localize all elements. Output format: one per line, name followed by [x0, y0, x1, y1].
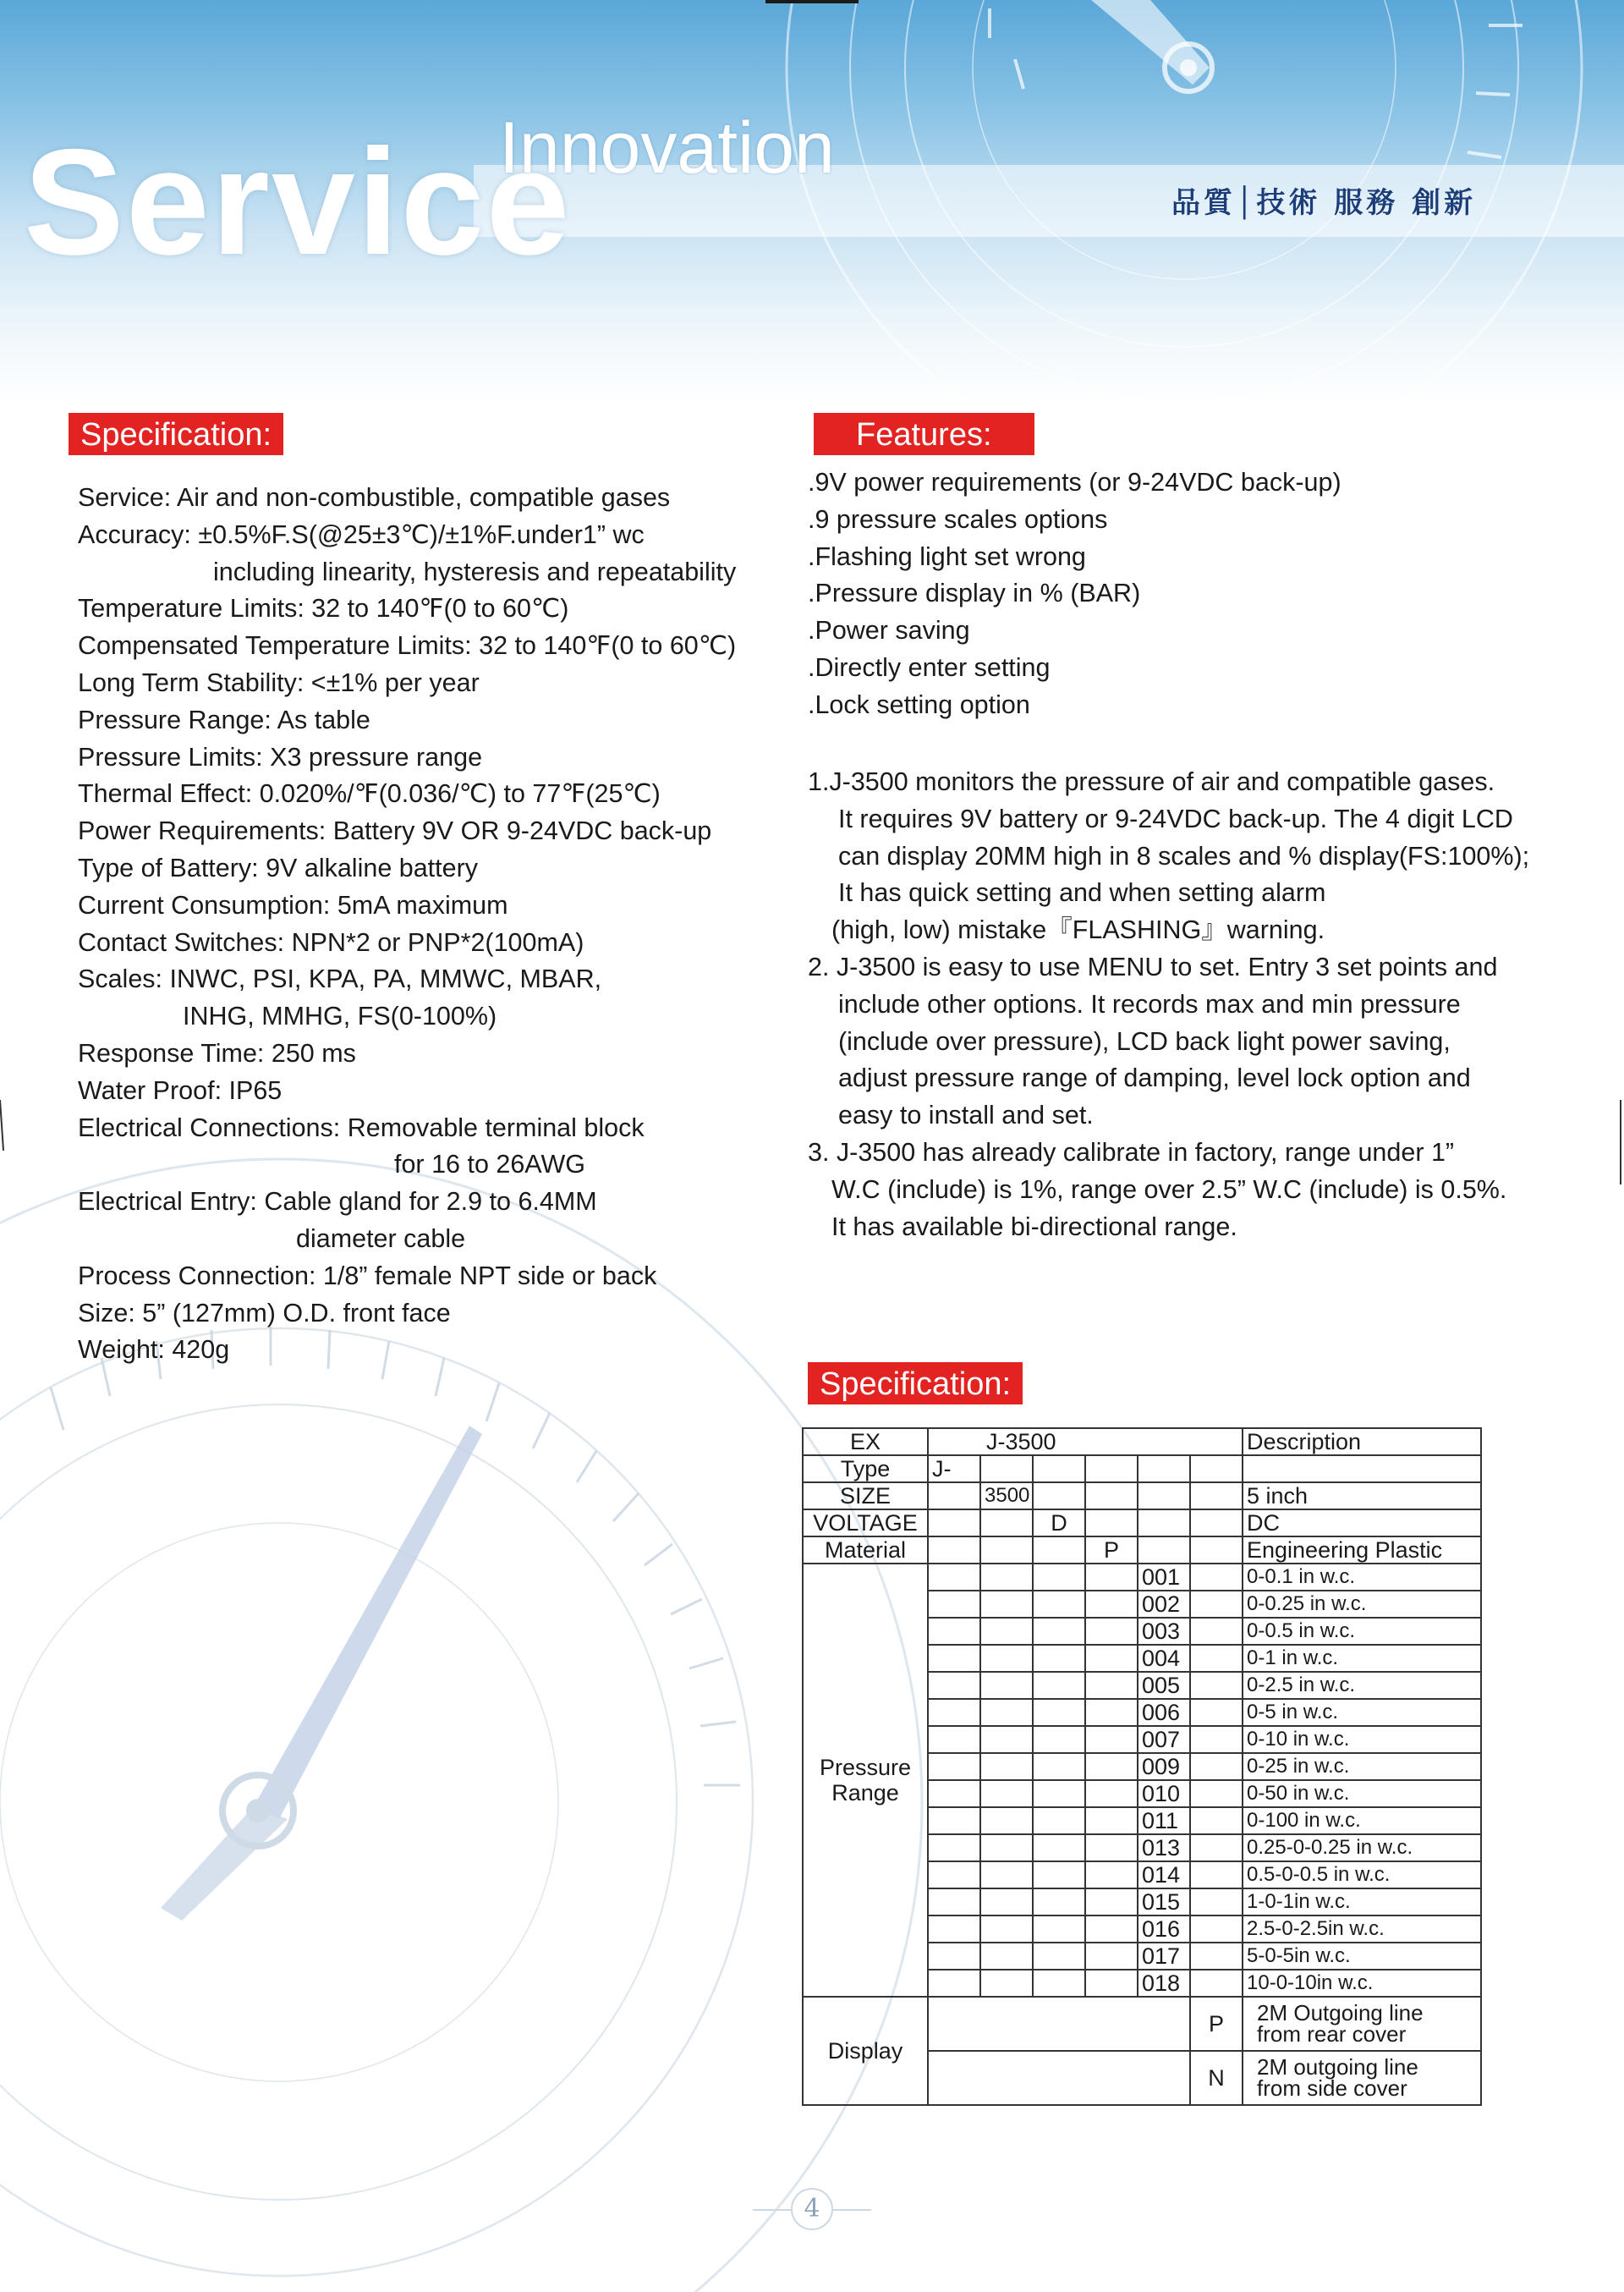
desc-line: can display 20MM high in 8 scales and % display(FS:100%);	[838, 841, 1530, 871]
features-heading: Features:	[814, 413, 1034, 455]
spec-line: Power Requirements: Battery 9V OR 9-24VDC back-up	[78, 816, 712, 846]
range-desc: 0-10 in w.c.	[1243, 1726, 1481, 1753]
range-code: 001	[1138, 1564, 1190, 1591]
order-table-heading: Specification:	[808, 1362, 1023, 1404]
spec-line: Type of Battery: 9V alkaline battery	[78, 853, 479, 882]
feature-item: .9 pressure scales options	[808, 504, 1108, 534]
feature-item: .9V power requirements (or 9-24VDC back-up)	[808, 468, 1341, 497]
spec-line: Weight: 420g	[78, 1335, 230, 1365]
feature-item: .Power saving	[808, 616, 970, 646]
model-code: J-3500	[928, 1428, 1243, 1455]
range-desc: 0-2.5 in w.c.	[1243, 1672, 1481, 1699]
description-header: Description	[1243, 1428, 1481, 1455]
desc-line: It requires 9V battery or 9-24VDC back-up. The 4 digit LCD	[838, 804, 1513, 833]
desc-line: It has available bi-directional range.	[831, 1212, 1237, 1241]
display-desc	[1243, 1997, 1481, 2051]
page-number: 4	[791, 2188, 833, 2230]
order-table	[802, 1427, 1482, 2106]
range-desc: 1-0-1in w.c.	[1243, 1888, 1481, 1915]
spec-line: Scales: INWC, PSI, KPA, PA, MMWC, MBAR,	[78, 965, 602, 994]
desc-line: adjust pressure range of damping, level lock option and	[838, 1064, 1471, 1093]
range-desc: 0-5 in w.c.	[1243, 1699, 1481, 1726]
voltage-label: VOLTAGE	[803, 1509, 928, 1536]
desc-line: easy to install and set.	[838, 1101, 1094, 1130]
desc-line: W.C (include) is 1%, range over 2.5” W.C (include) is 0.5%.	[831, 1174, 1507, 1204]
range-desc: 0-0.25 in w.c.	[1243, 1591, 1481, 1618]
voltage-desc: DC	[1243, 1509, 1481, 1536]
range-code: 016	[1138, 1915, 1190, 1943]
desc-line: 2. J-3500 is easy to use MENU to set. Entry 3 set points and	[808, 952, 1498, 981]
range-code: 006	[1138, 1699, 1190, 1726]
table-row	[803, 1455, 1481, 1482]
range-code: 007	[1138, 1726, 1190, 1753]
spec-line: Current Consumption: 5mA maximum	[78, 890, 508, 920]
range-desc: 0-0.5 in w.c.	[1243, 1618, 1481, 1645]
spec-line: Process Connection: 1/8” female NPT side or back	[78, 1261, 657, 1290]
header-title-innovation: Innovation	[499, 107, 835, 189]
display-desc-line: 2M Outgoing line	[1257, 2000, 1424, 2025]
range-code: 005	[1138, 1672, 1190, 1699]
range-desc: 0-0.1 in w.c.	[1243, 1564, 1481, 1591]
header-tagline: 品質│技術 服務 創新	[1171, 186, 1477, 220]
spec-line: Thermal Effect: 0.020%/℉(0.036/℃) to 77℉(25℃)	[78, 779, 661, 809]
header-title-service: Service	[24, 118, 572, 286]
features-list	[808, 464, 1341, 724]
spec-line: Water Proof: IP65	[78, 1075, 283, 1105]
ex-label: EX	[803, 1428, 928, 1455]
material-desc: Engineering Plastic	[1243, 1536, 1481, 1564]
material-label: Material	[803, 1536, 928, 1564]
feature-description	[808, 764, 1529, 1245]
table-row	[803, 1536, 1481, 1564]
spec-line: diameter cable	[296, 1223, 466, 1253]
spec-list	[78, 480, 814, 1369]
display-desc-line: from side cover	[1257, 2075, 1407, 2101]
feature-item: .Pressure display in % (BAR)	[808, 579, 1141, 608]
range-desc: 0-100 in w.c.	[1243, 1807, 1481, 1834]
spec-line: Electrical Entry: Cable gland for 2.9 to 6.4MM	[78, 1187, 597, 1217]
spec-line: Size: 5” (127mm) O.D. front face	[78, 1298, 451, 1327]
spec-line: Pressure Range: As table	[78, 705, 370, 734]
spec-line: Long Term Stability: <±1% per year	[78, 668, 480, 697]
range-code: 004	[1138, 1645, 1190, 1672]
spec-line: Compensated Temperature Limits: 32 to 140℉(0 to 60℃)	[78, 631, 737, 661]
spec-heading: Specification:	[69, 413, 283, 455]
display-label: Display	[803, 1997, 928, 2105]
voltage-code: D	[1033, 1509, 1085, 1536]
table-row	[803, 1482, 1481, 1509]
range-desc: 0-25 in w.c.	[1243, 1753, 1481, 1780]
table-row	[803, 1428, 1481, 1455]
desc-line: 3. J-3500 has already calibrate in factory, range under 1”	[808, 1137, 1455, 1167]
range-desc: 0-1 in w.c.	[1243, 1645, 1481, 1672]
feature-item: .Directly enter setting	[808, 652, 1051, 682]
desc-line: (include over pressure), LCD back light power saving,	[838, 1026, 1451, 1056]
pressure-range-label: Pressure Range	[803, 1564, 928, 1997]
spec-line: Electrical Connections: Removable terminal block	[78, 1113, 645, 1142]
spec-line: Contact Switches: NPN*2 or PNP*2(100mA)	[78, 927, 584, 957]
spec-line: Accuracy: ±0.5%F.S(@25±3℃)/±1%F.under1” wc	[78, 519, 645, 549]
range-desc: 0-50 in w.c.	[1243, 1780, 1481, 1807]
range-code: 011	[1138, 1807, 1190, 1834]
table-row	[803, 1564, 1481, 1591]
range-desc: 0.5-0-0.5 in w.c.	[1243, 1861, 1481, 1888]
spec-line: Temperature Limits: 32 to 140℉(0 to 60℃)	[78, 594, 569, 624]
spec-line: for 16 to 26AWG	[394, 1150, 586, 1179]
desc-line: include other options. It records max and min pressure	[838, 989, 1461, 1019]
spec-line: INHG, MMHG, FS(0-100%)	[183, 1002, 497, 1031]
range-code: 013	[1138, 1834, 1190, 1861]
spec-line: Pressure Limits: X3 pressure range	[78, 742, 483, 772]
desc-line: It has quick setting and when setting alarm	[838, 878, 1326, 908]
spec-line: Service: Air and non-combustible, compatible gases	[78, 483, 671, 512]
spec-line: including linearity, hysteresis and repeatability	[213, 557, 737, 586]
feature-item: .Flashing light set wrong	[808, 541, 1086, 571]
range-desc: 10-0-10in w.c.	[1243, 1970, 1481, 1997]
range-code: 018	[1138, 1970, 1190, 1997]
material-code: P	[1085, 1536, 1138, 1564]
display-desc-line: 2M outgoing line	[1257, 2054, 1418, 2080]
size-desc: 5 inch	[1243, 1482, 1481, 1509]
range-code: 003	[1138, 1618, 1190, 1645]
range-desc: 5-0-5in w.c.	[1243, 1943, 1481, 1970]
display-code: P	[1190, 1997, 1243, 2051]
range-code: 017	[1138, 1943, 1190, 1970]
range-code: 002	[1138, 1591, 1190, 1618]
feature-item: .Lock setting option	[808, 690, 1030, 719]
range-code: 015	[1138, 1888, 1190, 1915]
spec-line: Response Time: 250 ms	[78, 1038, 356, 1068]
type-code: J-	[928, 1455, 980, 1482]
desc-line: 1.J-3500 monitors the pressure of air and compatible gases.	[808, 767, 1495, 796]
type-label: Type	[803, 1455, 928, 1482]
range-code: 010	[1138, 1780, 1190, 1807]
display-desc	[1243, 2051, 1481, 2105]
range-desc: 2.5-0-2.5in w.c.	[1243, 1915, 1481, 1943]
desc-line: (high, low) mistake『FLASHING』warning.	[831, 915, 1325, 945]
size-label: SIZE	[803, 1482, 928, 1509]
range-desc: 0.25-0-0.25 in w.c.	[1243, 1834, 1481, 1861]
range-code: 014	[1138, 1861, 1190, 1888]
range-code: 009	[1138, 1753, 1190, 1780]
display-desc-line: from rear cover	[1257, 2021, 1407, 2047]
display-code: N	[1190, 2051, 1243, 2105]
size-code: 3500	[980, 1482, 1033, 1509]
table-row	[803, 1997, 1481, 2051]
table-row	[803, 1509, 1481, 1536]
